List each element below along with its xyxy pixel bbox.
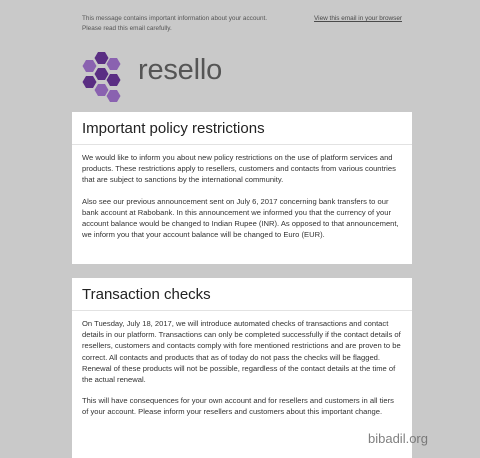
email-container	[72, 0, 412, 458]
paragraph: On Tuesday, July 18, 2017, we will introduce automated checks of transactions and contact details in our platform. Transactions can only be completed successfully if the contact details of resellers, customers and contacts comply with fore mentioned restrictions and are proven to be correct. All contacts and products that as of today do not pass the checks will be flagged. Renewal of these products will not be possible, regardless of the contact details at the time of the actual renewal.	[82, 319, 401, 385]
transaction-checks-card	[72, 278, 412, 458]
view-in-browser-link[interactable]: View this email in your browser	[314, 15, 402, 22]
preheader-line-1: This message contains important information about your account.	[82, 15, 268, 22]
preheader-line-2: Please read this email carefully.	[82, 25, 172, 32]
section-title: Important policy restrictions	[82, 120, 265, 137]
section-title: Transaction checks	[82, 286, 211, 303]
paragraph: This will have consequences for your own account and for resellers and customers in all tiers of your account. Please inform your resellers and customers about this important change.	[82, 396, 394, 417]
divider	[72, 310, 412, 311]
policy-restrictions-card	[72, 112, 412, 264]
watermark: bibadil.org	[368, 431, 428, 446]
divider	[72, 144, 412, 145]
preheader-note	[82, 14, 282, 34]
paragraph: Also see our previous announcement sent on July 6, 2017 concerning bank transfers to our bank account at Rabobank. In this announcement we informed you that the currency of your account balance would be changed to Indian Rupee (INR). As opposed to that announcement, we inform you that your account balance will be changed to Euro (EUR).	[82, 196, 399, 240]
resello-logo	[78, 48, 238, 104]
paragraph: We would like to inform you about new policy restrictions on the use of platform services and products. These restrictions apply to resellers, customers and contacts from various countries that are subject to sanctions by the international community.	[82, 153, 396, 185]
hexagon-cluster-icon	[78, 48, 134, 104]
brand-wordmark: resello	[138, 54, 223, 86]
